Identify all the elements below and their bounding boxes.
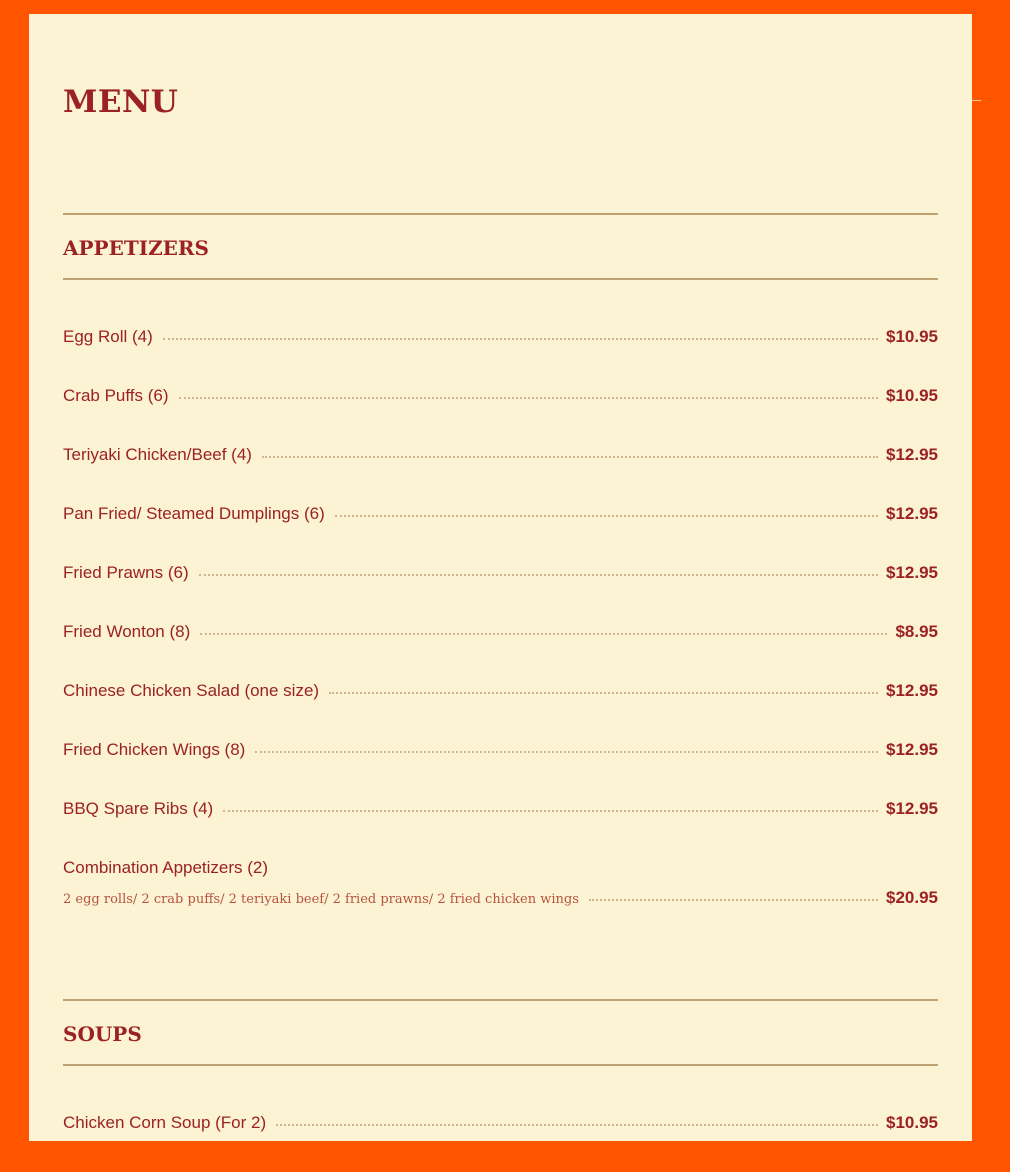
menu-item-name: Pan Fried/ Steamed Dumplings (6) [63, 504, 325, 523]
dotted-leader [329, 691, 878, 694]
menu-item[interactable] [63, 386, 938, 445]
menu-item[interactable] [63, 799, 938, 858]
menu-item-price: $10.95 [886, 327, 938, 346]
dotted-leader [223, 809, 878, 812]
dotted-leader [589, 898, 878, 901]
menu-item[interactable] [63, 681, 938, 740]
menu-item[interactable] [63, 563, 938, 622]
appetizers-list [63, 327, 938, 948]
menu-item[interactable] [63, 504, 938, 563]
menu-item-price: $12.95 [886, 504, 938, 523]
menu-item[interactable] [63, 622, 938, 681]
dotted-leader [199, 573, 878, 576]
menu-item-price: $12.95 [886, 681, 938, 700]
menu-item-name: Egg Roll (4) [63, 327, 153, 346]
section-appetizers [63, 213, 938, 280]
dotted-leader [262, 455, 878, 458]
dotted-leader [335, 514, 878, 517]
menu-item-price: $12.95 [886, 445, 938, 464]
menu-card [29, 14, 972, 1141]
menu-item[interactable] [63, 858, 938, 948]
menu-item-description: 2 egg rolls/ 2 crab puffs/ 2 teriyaki beef/ 2 fried prawns/ 2 fried chicken wings [63, 892, 579, 907]
edge-divider [972, 100, 981, 101]
soups-list [63, 1113, 938, 1172]
menu-item[interactable] [63, 327, 938, 386]
menu-item[interactable] [63, 740, 938, 799]
page-title: MENU [63, 84, 179, 120]
menu-item-price: $12.95 [886, 563, 938, 582]
menu-item-name: Fried Prawns (6) [63, 563, 189, 582]
section-divider [63, 1064, 938, 1066]
menu-item-price: $20.95 [886, 888, 938, 907]
dotted-leader [163, 337, 878, 340]
section-title: APPETIZERS [63, 236, 209, 260]
menu-item-name: BBQ Spare Ribs (4) [63, 799, 214, 818]
dotted-leader [255, 750, 878, 753]
menu-item-price: $10.95 [886, 386, 938, 405]
menu-item-name: Chinese Chicken Salad (one size) [63, 681, 320, 700]
dotted-leader [179, 396, 878, 399]
menu-item-price: $8.95 [895, 622, 938, 641]
dotted-leader [200, 632, 887, 635]
section-divider [63, 278, 938, 280]
menu-item-name: Fried Wonton (8) [63, 622, 191, 641]
menu-item[interactable] [63, 1113, 938, 1172]
menu-item-price: $12.95 [886, 799, 938, 818]
menu-item-name: Crab Puffs (6) [63, 386, 169, 405]
menu-item-name: Chicken Corn Soup (For 2) [63, 1113, 267, 1132]
menu-item[interactable] [63, 445, 938, 504]
section-title: SOUPS [63, 1022, 142, 1046]
menu-item-name: Combination Appetizers (2) [63, 858, 269, 877]
dotted-leader [276, 1123, 878, 1126]
menu-item-price: $10.95 [886, 1113, 938, 1132]
menu-item-name: Teriyaki Chicken/Beef (4) [63, 445, 252, 464]
menu-item-name: Fried Chicken Wings (8) [63, 740, 246, 759]
menu-item-price: $12.95 [886, 740, 938, 759]
section-soups [63, 999, 938, 1066]
